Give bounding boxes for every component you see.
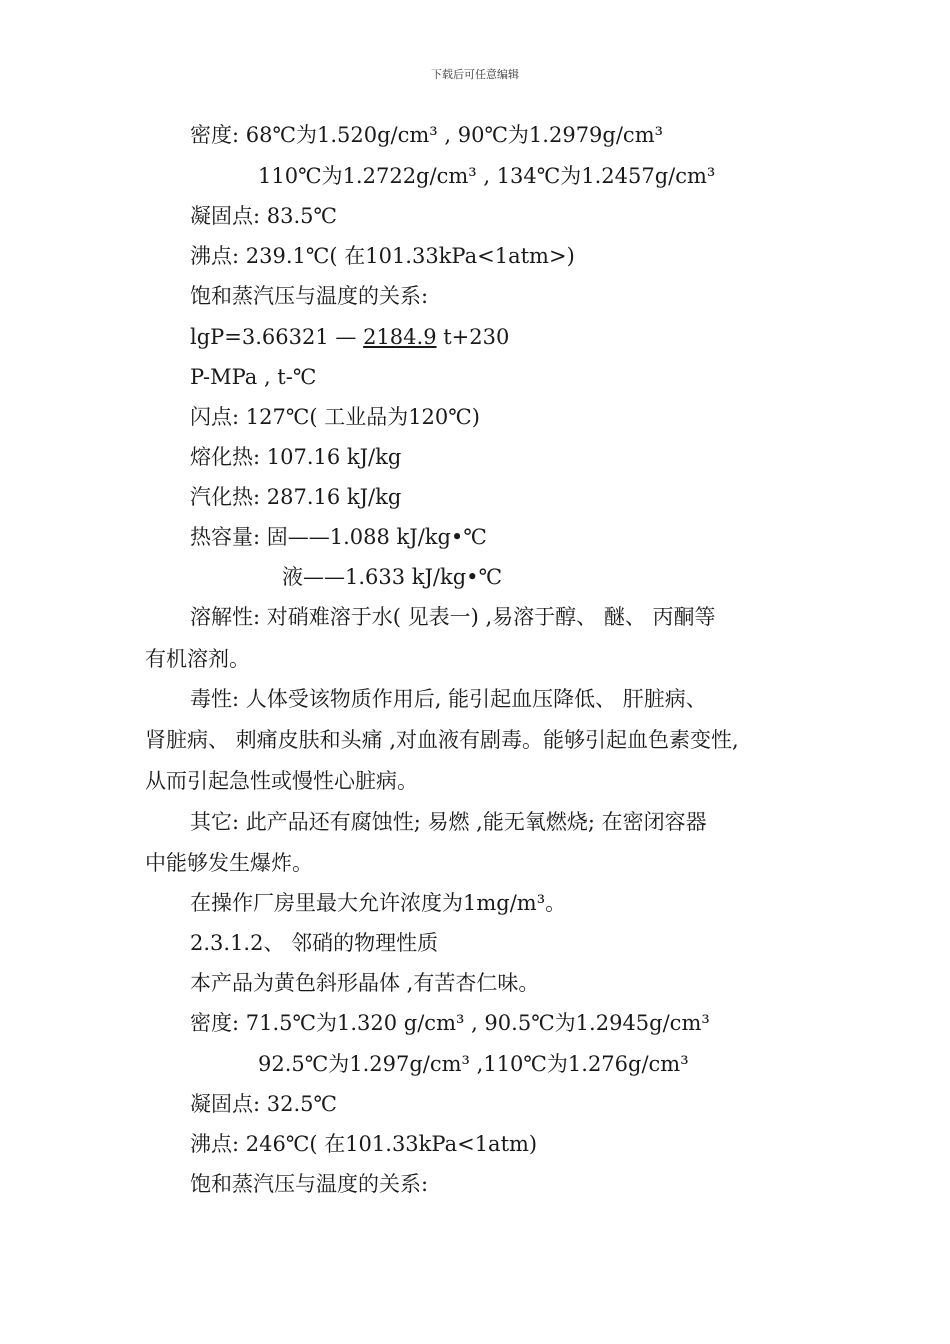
heat-capacity-para-line-1: 热容量: 固——1.088 kJ/kg•℃ [190,525,487,549]
toxicity-para-line-3: 从而引起急性或慢性心脏病。 [145,769,418,793]
other-para-line-2: 中能够发生爆炸。 [145,851,313,875]
ortho-freezing-point-para: 凝固点: 32.5℃ [190,1092,337,1116]
heat-capacity-para-line-2: 液——1.633 kJ/kg•℃ [282,565,503,589]
description-para: 本产品为黄色斜形晶体 ,有苦杏仁味。 [190,971,540,995]
max-concentration-para: 在操作厂房里最大允许浓度为1mg/m³。 [190,891,567,915]
flash-point-para: 闪点: 127℃( 工业品为120℃) [190,405,480,429]
formula-denominator: t+230 [436,325,510,349]
formula-numerator: 2184.9 [363,325,437,349]
units-para: P-MPa , t-℃ [190,365,317,389]
ortho-vapor-pressure-heading: 饱和蒸汽压与温度的关系: [190,1172,429,1196]
ortho-boiling-point-para: 沸点: 246℃( 在101.33kPa<1atm) [190,1132,538,1156]
solubility-para-line-1: 溶解性: 对硝难溶于水( 见表一) ,易溶于醇、 醚、 丙酮等 [190,605,716,629]
toxicity-para-line-1: 毒性: 人体受该物质作用后, 能引起血压降低、 肝脏病、 [190,687,707,711]
vapor-pressure-formula [190,327,509,348]
toxicity-para-line-2: 肾脏病、 刺痛皮肤和头痛 ,对血液有剧毒。能够引起血色素变性, [145,728,739,752]
solubility-para-line-2: 有机溶剂。 [145,647,250,671]
ortho-density-para-line-2: 92.5℃为1.297g/cm³ ,110℃为1.276g/cm³ [258,1052,689,1076]
section-heading: 2.3.1.2、 邻硝的物理性质 [190,931,439,955]
boiling-point-para: 沸点: 239.1℃( 在101.33kPa<1atm>) [190,244,575,268]
ortho-density-para-line-1: 密度: 71.5℃为1.320 g/cm³ , 90.5℃为1.2945g/cm³ [190,1011,710,1035]
freezing-point-para: 凝固点: 83.5℃ [190,204,337,228]
formula-left: lgP=3.66321 — [190,325,364,349]
density-para-line-2: 110℃为1.2722g/cm³ , 134℃为1.2457g/cm³ [258,164,716,188]
page-header: 下载后可任意编辑 [431,68,519,81]
other-para-line-1: 其它: 此产品还有腐蚀性; 易燃 ,能无氧燃烧; 在密闭容器 [190,810,707,834]
heat-of-vaporization-para: 汽化热: 287.16 kJ/kg [190,485,402,509]
heat-of-fusion-para: 熔化热: 107.16 kJ/kg [190,445,402,469]
density-para-line-1: 密度: 68℃为1.520g/cm³ , 90℃为1.2979g/cm³ [190,123,664,147]
vapor-pressure-heading: 饱和蒸汽压与温度的关系: [190,284,429,308]
